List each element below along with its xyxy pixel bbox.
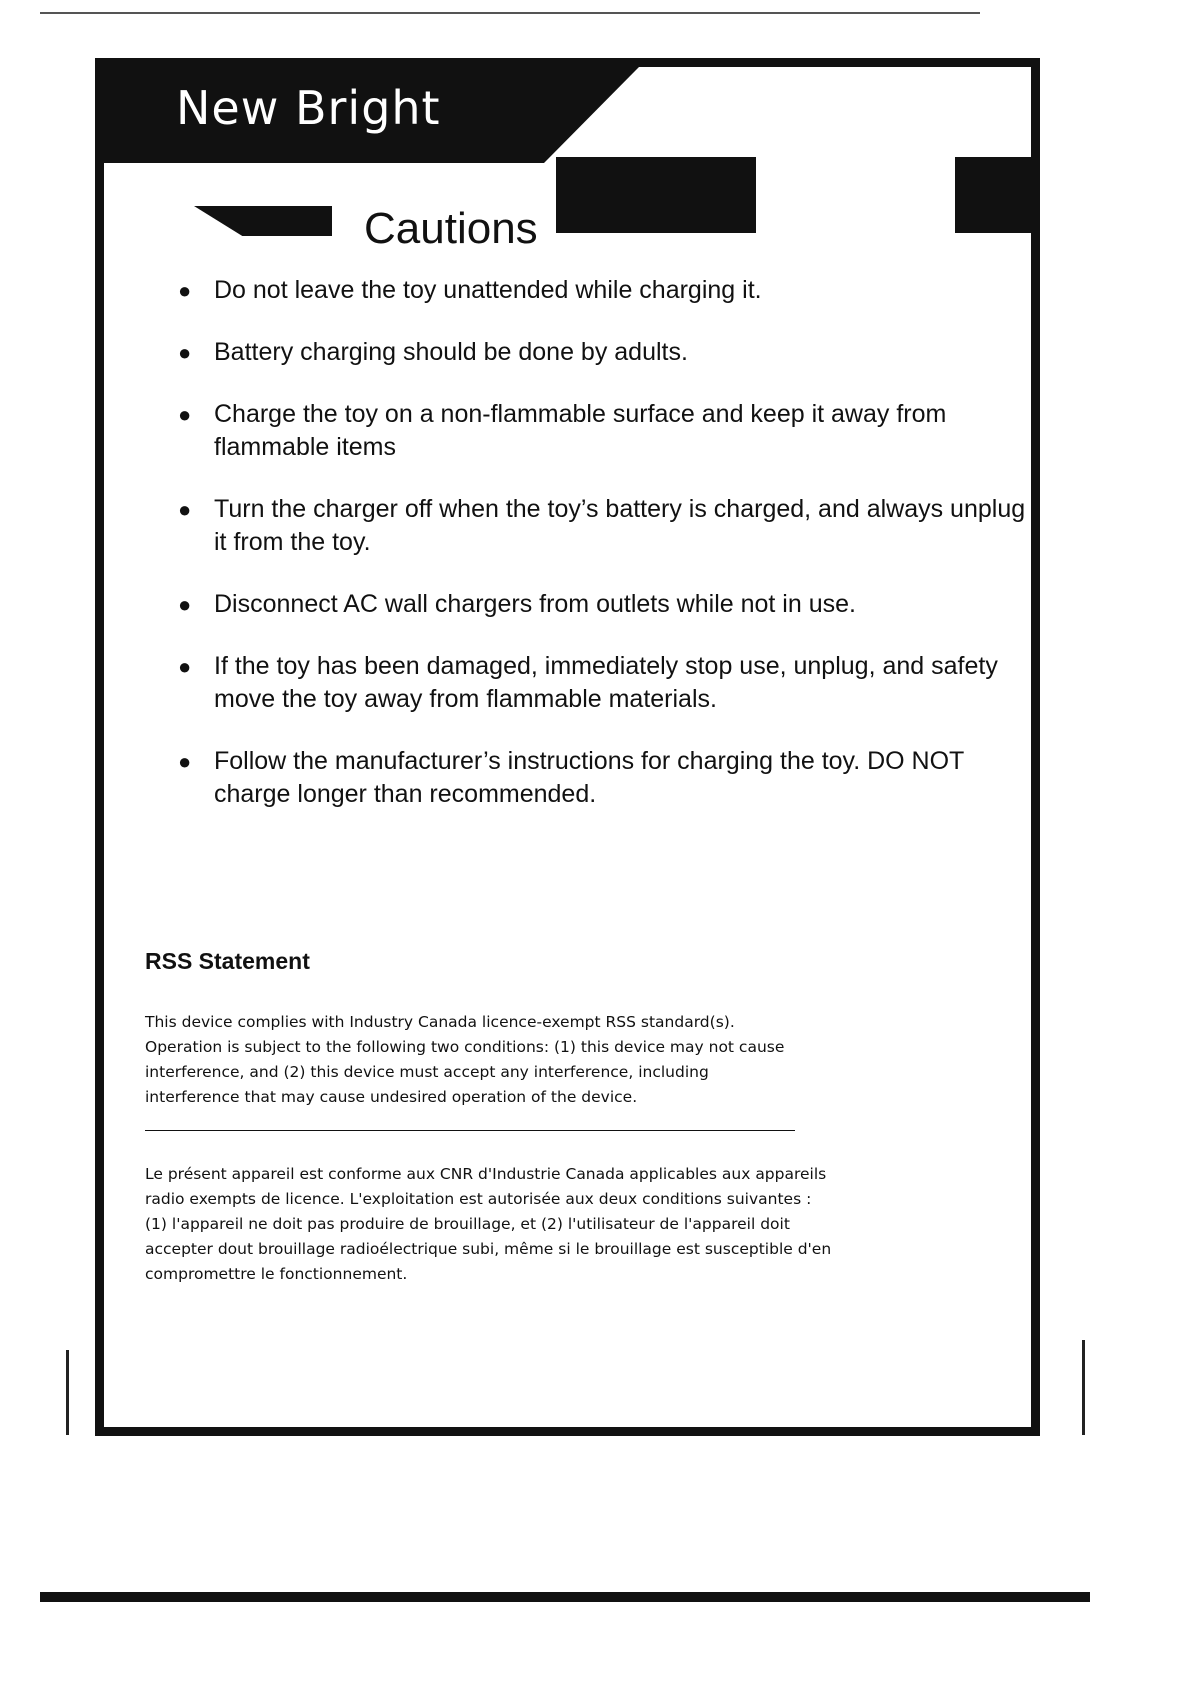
bullet-icon: ● [178,278,192,303]
caution-item: ● Follow the manufacturer’s instructions for charging the toy. DO NOT charge longer than recommended. [178,747,964,808]
decorative-stripe-left [194,206,332,236]
caution-item: ● Do not leave the toy unattended while charging it. [176,274,1036,307]
cautions-list [176,274,1036,840]
section-title: Cautions [364,204,538,254]
rss-divider [145,1130,795,1131]
caution-item: ● If the toy has been damaged, immediately stop use, unplug, and safety move the toy away from flammable materials. [178,652,998,713]
caution-item: ● Turn the charger off when the toy’s battery is charged, and always unplug it from the toy. [178,495,1026,556]
bullet-icon: ● [178,654,192,679]
brand-logo-text: New Bright [176,81,441,135]
brand-banner-slant [544,67,639,163]
decorative-block-right [955,157,1031,233]
brand-banner [104,67,544,163]
bullet-icon: ● [178,340,192,365]
scan-artifact-mark [1082,1340,1085,1435]
bullet-icon: ● [178,592,192,617]
rss-statement-title: RSS Statement [145,948,310,974]
scan-artifact-mark [66,1350,69,1435]
bullet-icon: ● [178,402,192,427]
caution-item: ● Disconnect AC wall chargers from outlets while not in use. [176,588,1036,621]
caution-sheet-frame [95,58,1040,1436]
top-scan-rule [40,12,980,14]
caution-item: ● Charge the toy on a non-flammable surface and keep it away from flammable items [178,400,947,461]
bullet-icon: ● [178,497,192,522]
bullet-icon: ● [178,749,192,774]
caution-item: ● Battery charging should be done by adults. [176,336,1036,369]
decorative-block-center [556,157,756,233]
rss-statement-english: This device complies with Industry Canada licence-exempt RSS standard(s). Operation is subject to the following two conditions: (1) this device may not cause interference, and (2) this device must accept any interference, including interference that may cause undesired operation of the device. [145,1013,785,1106]
bottom-scan-rule [40,1592,1090,1602]
rss-statement-french: Le présent appareil est conforme aux CNR d'Industrie Canada applicables aux appareils radio exempts de licence. L'exploitation est autorisée aux deux conditions suivantes : (1) l'appareil ne doit pas produire de brouillage, et (2) l'utilisateur de l'appareil doit accepter dout brouillage radioélectrique subi, même si le brouillage est susceptible d'en compromettre le fonctionnement. [145,1165,832,1283]
